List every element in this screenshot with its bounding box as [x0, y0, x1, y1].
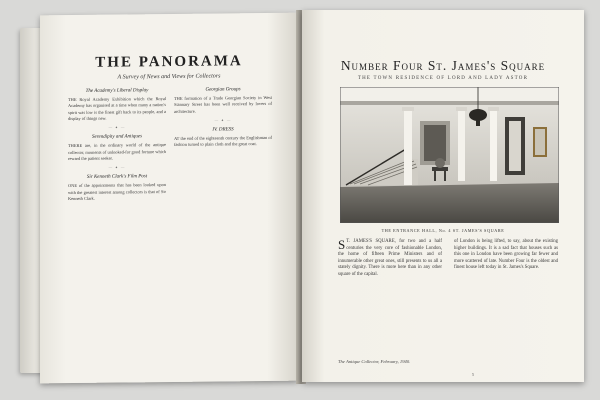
left-column-2 — [174, 85, 272, 152]
drop-cap: S — [338, 237, 346, 252]
section-text: THE Royal Academy Exhibition which the Royal Academy has organised at a time when many a nation's spirit was low is the finest gift back to its people, and a display of things new. — [68, 96, 166, 121]
section-heading: Serendipity and Antiques — [92, 134, 142, 141]
right-column-2 — [454, 239, 558, 272]
article-text: of London is being lifted, to say, about the existing higher buildings. It is a sad fact that houses such as this one in London have been growing far fewer and more scattered of late. Number Four is the oldest and finest house left today in St. James's Square. — [454, 239, 558, 271]
divider: — ✦ — — [214, 118, 232, 123]
divider: — ✦ — — [108, 165, 126, 170]
section-text: THERE are, in the ordinary world of the antique collector, moments of unlooked-for good fortune which reward the patient seeker. — [68, 142, 166, 161]
left-page-title: THE PANORAMA — [95, 53, 243, 71]
photo-caption: THE ENTRANCE HALL, No. 4 ST. JAMES'S SQUARE — [381, 228, 505, 233]
section-heading: The Academy's Liberal Display — [85, 88, 149, 94]
section-text: THE formation of a Trade Georgian Society in West Stannary Street has been well received by lovers of architecture. — [174, 95, 272, 114]
right-page — [302, 10, 584, 382]
section-text: AT the end of the eighteenth century the Englishman of fashion turned to plain cloth and the great coat. — [174, 135, 272, 148]
right-column-1 — [338, 239, 442, 279]
section-heading: Georgian Groups — [205, 87, 241, 93]
page-footer: The Antique Collector, February, 1940. — [338, 359, 411, 364]
page-number: 5 — [472, 372, 474, 377]
article-text: T. JAMES'S SQUARE, for two and a half centuries the very core of fashionable London, the home of fifteen Prime Ministers and of innumerable other great ones, still presents to us all a stately dignity. There is more here than in any other square of the capital. — [338, 239, 442, 277]
section-heading: Sir Kenneth Clark's Film Post — [86, 174, 148, 181]
section-heading: IV. DRESS — [212, 127, 234, 133]
section-text: ONE of the appointments that has been looked upon with the greatest interest among collectors is that of Sir Kenneth Clark. — [68, 182, 166, 201]
divider: — ✦ — — [108, 125, 126, 130]
right-page-title: Number Four St. James's Square — [340, 58, 546, 73]
left-page — [40, 13, 298, 384]
left-column-1 — [68, 86, 166, 205]
entrance-hall-illustration — [340, 87, 559, 223]
right-page-subtitle: THE TOWN RESIDENCE OF LORD AND LADY ASTOR — [357, 76, 529, 81]
entrance-hall-photo — [340, 87, 559, 223]
left-page-subtitle: A Survey of News and Views for Collectors — [117, 73, 221, 81]
